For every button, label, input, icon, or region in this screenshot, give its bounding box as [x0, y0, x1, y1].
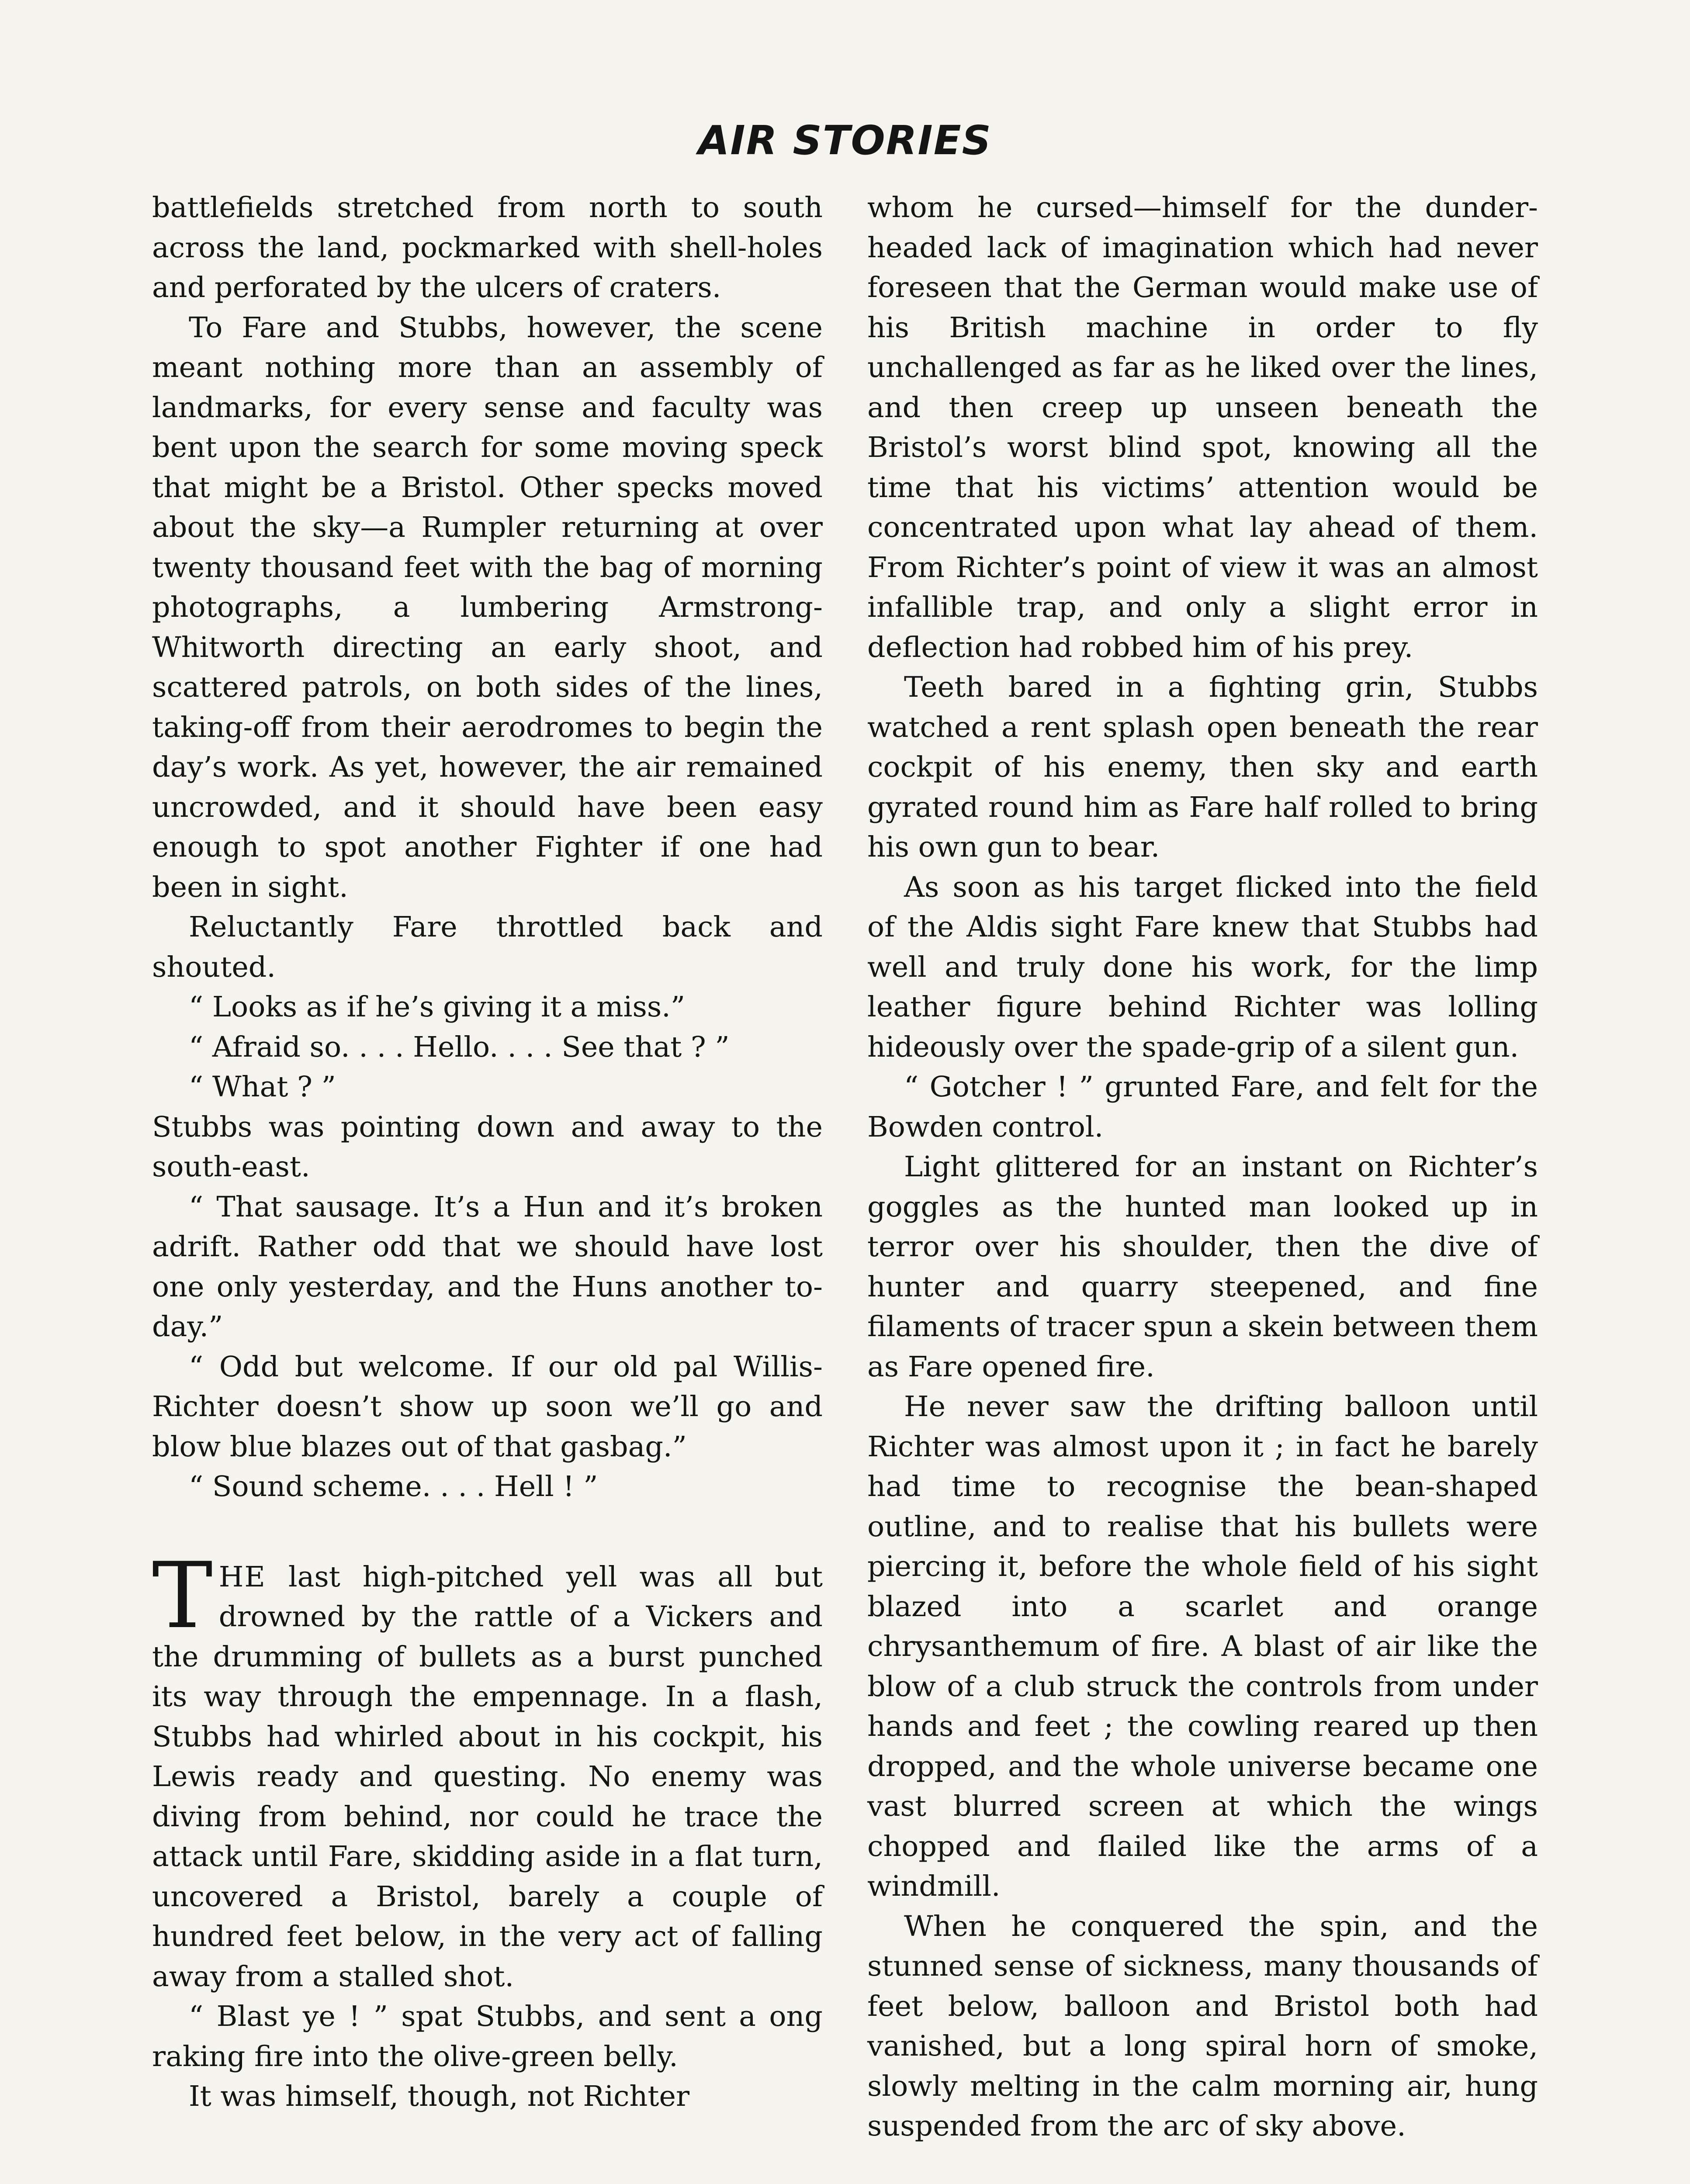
paragraph: As soon as his target flicked into the field of the Aldis sight Fare knew that Stubbs had well and truly done his work, for the limp leather figure behind Richter was lolling hideously over the spade-grip of a silent gun. — [867, 871, 1538, 1064]
paragraph: Stubbs was pointing down and away to the south-east. — [152, 1110, 823, 1183]
paragraph: battlefields stretched from north to south across the land, pockmarked with shell-holes and perforated by the ulcers of craters. — [152, 191, 823, 304]
paragraph: “ Gotcher ! ” grunted Fare, and felt for the Bowden control. — [867, 1071, 1538, 1144]
paragraph: “ Looks as if he’s giving it a miss.” — [189, 991, 686, 1023]
paragraph: “ Blast ye ! ” spat Stubbs, and sent a ong raking fire into the olive-green belly. — [152, 2000, 823, 2073]
paragraph: “ What ? ” — [189, 1071, 336, 1103]
section-text: last high-pitched yell was all but drowned by the rattle of a Vickers and the drumming of bullets as a burst punched its way through the empennage. In a flash, Stubbs had whirled about in his cockpit, his Lewis ready and questing. No enemy was diving from behind, nor could he trace the attack until Fare, skidding aside in a flat turn, uncovered a Bristol, barely a couple of hundred feet below, in the very act of falling away from a stalled shot. — [152, 1560, 823, 1993]
paragraph: “ Odd but welcome. If our old pal Willis-Richter doesn’t show up soon we’ll go and blow blue blazes out of that gasbag.” — [152, 1350, 823, 1463]
paragraph: To Fare and Stubbs, however, the scene meant nothing more than an assembly of landmarks, for every sense and faculty was bent upon the search for some moving speck that might be a Bristol. Other specks moved about the sky—a Rumpler returning at over twenty thousand feet with the bag of morning photographs, a lumbering Armstrong-Whitworth directing an early shoot, and scattered patrols, on both sides of the lines, taking-off from their aerodromes to begin the day’s work. As yet, however, the air remained uncrowded, and it should have been easy enough to spot another Fighter if one had been in sight. — [152, 311, 823, 904]
paragraph: “ That sausage. It’s a Hun and it’s broken adrift. Rather odd that we should have lost one only yesterday, and the Huns another to-day.” — [152, 1190, 823, 1343]
paragraph: “ Sound scheme. . . . Hell ! ” — [189, 1470, 598, 1503]
paragraph: He never saw the drifting balloon until Richter was almost upon it ; in fact he barely had time to recognise the bean-shaped outline, and to realise that his bullets were piercing it, before the whole field of his sight blazed into a scarlet and orange chrysanthemum of fire. A blast of air like the blow of a club struck the controls from under hands and feet ; the cowling reared up then dropped, and the whole universe became one vast blurred screen at which the wings chopped and flailed like the arms of a windmill. — [867, 1390, 1538, 1903]
paragraph: When he conquered the spin, and the stunned sense of sickness, many thousands of feet below, balloon and Bristol both had vanished, but a long spiral horn of smoke, slowly melting in the calm morning air, hung suspended from the arc of sky above. — [867, 1910, 1538, 2143]
paragraph: “ Afraid so. . . . Hello. . . . See that ? ” — [189, 1030, 730, 1064]
paragraph: It was himself, though, not Richter — [189, 2080, 690, 2113]
running-head: AIR STORIES — [698, 117, 992, 164]
right-column — [867, 188, 1538, 2146]
paragraph: Reluctantly Fare throttled back and shouted. — [152, 911, 823, 984]
paragraph: whom he cursed—himself for the dunder-headed lack of imagination which had never foreseen that the German would make use of his British machine in order to fly unchallenged as far as he liked over the lines, and then creep up unseen beneath the Bristol’s worst blind spot, knowing all the time that his victims’ attention would be concentrated upon what lay ahead of them. From Richter’s point of view it was an almost infallible trap, and only a slight error in deflection had robbed him of his prey. — [867, 191, 1538, 664]
drop-cap: T — [152, 1543, 213, 1649]
small-caps-lead: HE — [218, 1560, 266, 1593]
section-opening-paragraph — [152, 1543, 823, 1997]
paragraph: Light glittered for an instant on Richter’s goggles as the hunted man looked up in terror over his shoulder, then the dive of hunter and quarry steepened, and fine filaments of tracer spun a skein between them as Fare opened fire. — [867, 1151, 1538, 1383]
paragraph: Teeth bared in a fighting grin, Stubbs watched a rent splash open beneath the rear cockpit of his enemy, then sky and earth gyrated round him as Fare half rolled to bring his own gun to bear. — [867, 671, 1538, 864]
left-column — [152, 188, 823, 2117]
